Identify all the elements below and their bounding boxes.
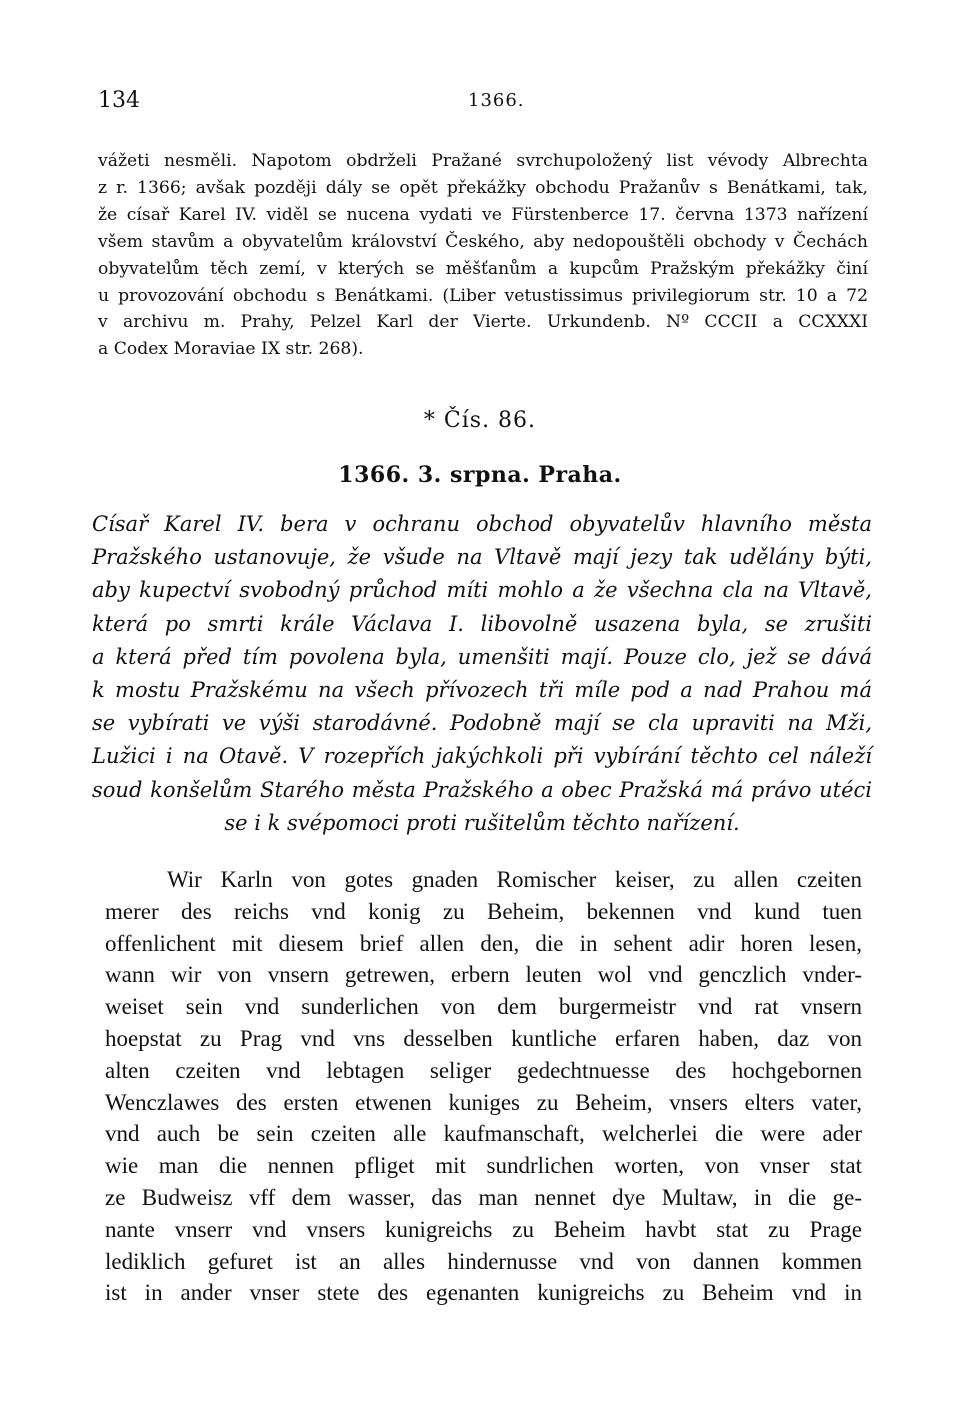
regest-line: Císař Karel IV. bera v ochranu obchod obyvatelův hlavního města xyxy=(92,512,872,536)
charter-line: lediklich gefuret ist an alles hindernusse vnd von dannen kommen xyxy=(105,1248,862,1274)
regest-line: soud konšelům Starého města Pražského a obec Pražská má právo utéci xyxy=(92,777,872,802)
regest-line: a která před tím povolena byla, umenšiti mají. Pouze clo, jež se dává xyxy=(92,644,872,669)
intro-line: že císař Karel IV. viděl se nucena vydati ve Fürstenberce 17. června 1373 nařízení xyxy=(98,204,868,225)
intro-line: v archivu m. Prahy, Pelzel Karl der Vierte. Urkundenb. Nº CCCII a CCXXXI xyxy=(98,312,868,333)
running-head: 1366. xyxy=(468,90,525,111)
page-header xyxy=(98,88,868,118)
regest-line: se vybírati ve výši starodávné. Podobně mají se cla upraviti na Mži, xyxy=(92,711,872,736)
regest-line: Lužici i na Otavě. V rozepřích jakýchkoli při vybírání těchto cel náleží xyxy=(92,744,872,769)
regest-line: aby kupectví svobodný průchod míti mohlo a že všechna cla na Vltavě, xyxy=(92,578,872,603)
document-date: 1366. 3. srpna. Praha. xyxy=(338,462,622,488)
charter-line: ist in ander vnser stete des egenanten kunigreichs zu Beheim vnd in xyxy=(105,1280,862,1306)
intro-line: z r. 1366; avšak později dály se opět překážky obchodu Pražanův s Benátkami, tak, xyxy=(98,177,868,198)
charter-line: vnd auch be sein czeiten alle kaufmanschaft, welcherlei die were ader xyxy=(105,1121,862,1147)
regest-summary xyxy=(92,508,872,840)
charter-line: wie man die nennen pfliget mit sundrlichen worten, von vnser stat xyxy=(105,1153,862,1179)
page-number: 134 xyxy=(98,88,140,113)
charter-line: offenlichent mit diesem brief allen den, die in sehent adir horen lesen, xyxy=(105,930,862,956)
charter-line: alten czeiten vnd lebtagen seliger gedechtnuesse des hochgebornen xyxy=(105,1057,862,1083)
charter-line: hoepstat zu Prag vnd vns desselben kuntliche erfaren haben, daz von xyxy=(105,1025,862,1051)
charter-line: wann wir von vnsern getrewen, erbern leuten wol vnd genczlich vnder- xyxy=(105,962,862,988)
charter-line: Wir Karln von gotes gnaden Romischer keiser, zu allen czeiten xyxy=(167,867,862,892)
regest-line: k mostu Pražskému na všech přívozech tři míle pod a nad Prahou má xyxy=(92,678,872,703)
charter-line: ze Budweisz vff dem wasser, das man nennet dye Multaw, in die ge- xyxy=(105,1184,862,1210)
charter-line: weiset sein vnd sunderlichen von dem burgermeistr vnd rat vnsern xyxy=(105,994,862,1020)
intro-paragraph xyxy=(98,148,868,363)
document-number: * Čís. 86. xyxy=(423,408,537,433)
regest-line: která po smrti krále Václava I. libovolně usazena byla, se zrušiti xyxy=(92,611,872,636)
charter-text xyxy=(105,864,862,1309)
charter-line: Wenczlawes des ersten etwenen kuniges zu Beheim, vnsers elters vater, xyxy=(105,1089,862,1115)
charter-line: nante vnserr vnd vnsers kunigreichs zu Beheim havbt stat zu Prage xyxy=(105,1216,862,1242)
intro-line: obyvatelům těch zemí, v kterých se měšťanům a kupcům Pražským překážky činí xyxy=(98,258,868,279)
intro-line: všem stavům a obyvatelům království Českého, aby nedopouštěli obchody v Čechách xyxy=(98,231,868,252)
intro-line: u provozování obchodu s Benátkami. (Liber vetustissimus privilegiorum str. 10 a 72 xyxy=(98,285,868,306)
regest-line: Pražského ustanovuje, že všude na Vltavě mají jezy tak udělány býti, xyxy=(92,545,872,570)
intro-line: a Codex Moraviae IX str. 268). xyxy=(98,339,364,360)
regest-line: se i k svépomoci proti rušitelům těchto nařízení. xyxy=(224,810,740,835)
intro-line: vážeti nesměli. Napotom obdrželi Pražané svrchupoložený list vévody Albrechta xyxy=(98,151,868,171)
charter-line: merer des reichs vnd konig zu Beheim, bekennen vnd kund tuen xyxy=(105,898,862,924)
